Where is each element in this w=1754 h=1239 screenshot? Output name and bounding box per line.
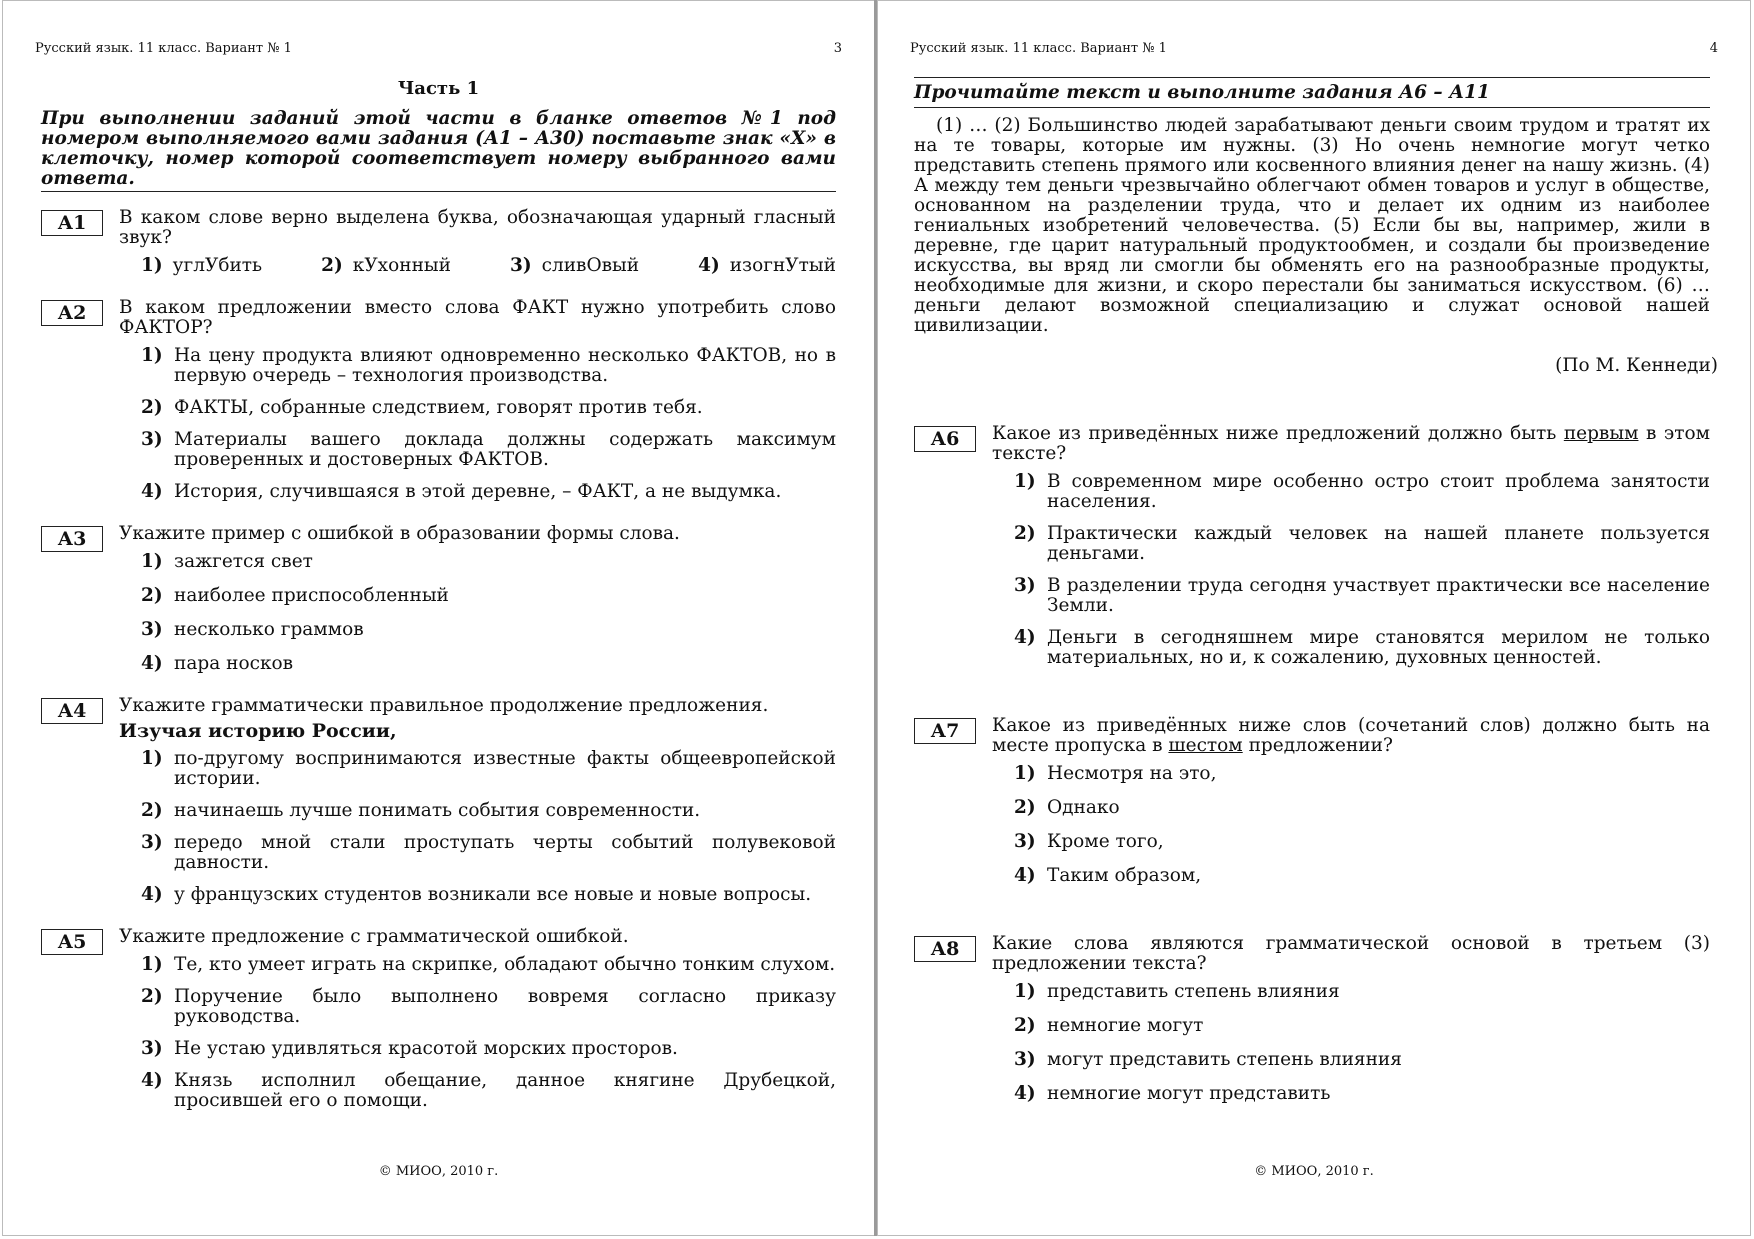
page-footer: © МИОО, 2010 г. (1254, 1164, 1374, 1179)
option-number: 4) (1014, 865, 1036, 886)
question-text: Какое из приведённых ниже предложений должно быть (992, 423, 1564, 444)
option-number: 3) (141, 1038, 163, 1059)
option-number: 4) (141, 884, 163, 905)
answer-option[interactable] (119, 346, 836, 386)
task-question (992, 424, 1710, 464)
option-number: 3) (141, 429, 163, 450)
task-question: Укажите грамматически правильное продолжение предложения. (119, 695, 769, 716)
task-a6 (914, 424, 1710, 668)
options-list (992, 764, 1710, 886)
option-number: 2) (321, 255, 343, 276)
instruction: Прочитайте текст и выполните задания А6 – А11 (914, 77, 1710, 108)
option-number: 2) (1014, 1015, 1036, 1036)
option-text: наиболее приспособленный (174, 585, 449, 606)
text-author: (По М. Кеннеди) (1555, 355, 1718, 376)
task-label: А3 (41, 526, 103, 552)
answer-option[interactable] (321, 256, 451, 276)
option-number: 1) (141, 954, 163, 975)
task-question (992, 934, 1710, 974)
option-text: представить степень влияния (1047, 981, 1340, 1002)
option-number: 4) (141, 481, 163, 502)
answer-option[interactable] (992, 832, 1710, 852)
answer-option[interactable] (992, 1050, 1710, 1070)
header-title: Русский язык. 11 класс. Вариант № 1 (910, 41, 1167, 56)
options-list (119, 749, 836, 905)
answer-option[interactable] (119, 654, 836, 674)
option-number: 3) (141, 832, 163, 853)
option-text: углУбить (172, 255, 263, 276)
option-number: 2) (1014, 797, 1036, 818)
answer-option[interactable] (992, 764, 1710, 784)
option-number: 2) (141, 986, 163, 1007)
right-page (877, 0, 1751, 1236)
page-header (35, 41, 842, 56)
option-number: 2) (141, 800, 163, 821)
option-text: Деньги в сегодняшнем мире становятся мерилом не только материальных, но и, к сожалению, духовных ценностей. (1047, 627, 1710, 668)
left-page (2, 0, 875, 1236)
option-text: могут представить степень влияния (1047, 1049, 1402, 1070)
reading-text: (1) … (2) Большинство людей зарабатывают деньги своим трудом и тратят их на те товары, которые им нужны. (3) Но очень немногие могут четко представить степень прямого или косвенного влияния денег на нашу жизнь. (4) А между тем деньги чрезвычайно облегчают обмен товаров и услуг в обществе, основанном на разделении труда, что и делает их одним из наиболее гениальных изобретений человечества. (5) Если бы вы, например, жили в деревне, где царит натуральный продуктообмен, и создали бы произведение искусства, вы вряд ли смогли бы обменять его на разнообразные продукты, необходимые для жизни, и скоро перестали бы заниматься искусством. (6) … деньги делают возможной специализацию и служат основой нашей цивилизации. (914, 115, 1710, 336)
option-number: 3) (141, 619, 163, 640)
options-list (992, 982, 1710, 1104)
option-text: ФАКТЫ, собранные следствием, говорят против тебя. (174, 397, 703, 418)
answer-option[interactable] (119, 552, 836, 572)
option-text: зажгется свет (174, 551, 313, 572)
answer-option[interactable] (992, 798, 1710, 818)
answer-option[interactable] (992, 524, 1710, 564)
task-a4 (41, 696, 836, 905)
option-number: 1) (1014, 981, 1036, 1002)
option-text: Материалы вашего доклада должны содержать максимум проверенных и достоверных ФАКТОВ. (174, 429, 836, 470)
answer-option[interactable] (119, 398, 836, 418)
task-question: Укажите пример с ошибкой в образовании формы слова. (119, 523, 680, 544)
task-label: А8 (914, 936, 976, 962)
option-text: у французских студентов возникали все новые и новые вопросы. (174, 884, 812, 905)
option-text: передо мной стали проступать черты событий полувековой давности. (174, 832, 836, 873)
option-number: 1) (1014, 471, 1036, 492)
instruction: При выполнении заданий этой части в бланке ответов №1 под номером выполняемого вами задания (А1 – А30) поставьте знак «X» в клеточку, номер которой соответствует номеру выбранного вами ответа. (41, 109, 836, 192)
answer-option[interactable] (119, 1039, 836, 1059)
task-label: А6 (914, 426, 976, 452)
option-number: 1) (141, 748, 163, 769)
answer-option[interactable] (510, 256, 639, 276)
sentence-start: Изучая историю России, (119, 720, 397, 742)
question-text: Какие слова являются грамматической основой в третьем (3) предложении текста? (992, 933, 1710, 974)
task-a5 (41, 927, 836, 1111)
page-header (910, 41, 1718, 56)
answer-option[interactable] (141, 256, 262, 276)
answer-option[interactable] (119, 620, 836, 640)
answer-option[interactable] (992, 982, 1710, 1002)
task-label: А5 (41, 929, 103, 955)
option-text: Поручение было выполнено вовремя согласно приказу руководства. (174, 986, 836, 1027)
option-number: 1) (141, 551, 163, 572)
right-page-content (914, 77, 1718, 1126)
option-text: Однако (1047, 797, 1120, 818)
answer-option[interactable] (698, 256, 836, 276)
page-number: 4 (1709, 41, 1718, 56)
option-text: В разделении труда сегодня участвует практически все население Земли. (1047, 575, 1710, 616)
option-text: Таким образом, (1047, 865, 1202, 886)
answer-option[interactable] (119, 482, 836, 502)
answer-option[interactable] (119, 955, 836, 975)
question-emphasis: первым (1563, 423, 1639, 444)
option-text: Кроме того, (1047, 831, 1164, 852)
option-text: сливОвый (541, 255, 640, 276)
answer-option[interactable] (992, 1016, 1710, 1036)
header-title: Русский язык. 11 класс. Вариант № 1 (35, 41, 292, 56)
answer-option[interactable] (992, 628, 1710, 668)
option-number: 2) (1014, 523, 1036, 544)
option-number: 4) (141, 1070, 163, 1091)
page-number: 3 (833, 41, 842, 56)
option-number: 4) (1014, 627, 1036, 648)
option-number: 4) (698, 255, 720, 276)
option-text: На цену продукта влияют одновременно несколько ФАКТОВ, но в первую очередь – технология производства. (174, 345, 836, 386)
answer-option[interactable] (992, 472, 1710, 512)
task-a7 (914, 716, 1710, 886)
option-number: 3) (509, 255, 532, 276)
question-text: в этом тексте? (992, 423, 1710, 464)
option-text: пара носков (174, 653, 294, 674)
option-number: 1) (141, 255, 163, 276)
option-text: немногие могут (1047, 1015, 1204, 1036)
task-label: А1 (41, 210, 103, 236)
option-text: В современном мире особенно остро стоит проблема занятости населения. (1047, 471, 1710, 512)
options-list (992, 472, 1710, 668)
options-list (119, 346, 836, 502)
option-number: 2) (141, 397, 163, 418)
question-text: Какое из приведённых ниже слов (сочетаний слов) должно быть на месте пропуска в (992, 715, 1710, 756)
task-label: А2 (41, 300, 103, 326)
option-number: 1) (141, 345, 163, 366)
task-a3 (41, 524, 836, 674)
option-text: немногие могут представить (1047, 1083, 1331, 1104)
answer-option[interactable] (119, 1071, 836, 1111)
question-text: предложении? (1242, 735, 1393, 756)
option-text: несколько граммов (174, 619, 364, 640)
answer-option[interactable] (119, 833, 836, 873)
answer-option[interactable] (119, 586, 836, 606)
answer-option[interactable] (119, 430, 836, 470)
options-row (119, 256, 836, 276)
task-a8 (914, 934, 1710, 1104)
task-label: А4 (41, 698, 103, 724)
option-text: кУхонный (352, 255, 451, 276)
task-question: Укажите предложение с грамматической ошибкой. (119, 926, 629, 947)
option-text: Не устаю удивляться красотой морских просторов. (174, 1038, 678, 1059)
options-list (119, 955, 836, 1111)
answer-option[interactable] (119, 801, 836, 821)
page-footer: © МИОО, 2010 г. (378, 1164, 499, 1179)
answer-option[interactable] (992, 1084, 1710, 1104)
task-a1 (41, 208, 836, 276)
option-text: История, случившаяся в этой деревне, – ФАКТ, а не выдумка. (174, 481, 782, 502)
option-number: 4) (141, 653, 163, 674)
option-number: 2) (141, 585, 163, 606)
answer-option[interactable] (119, 885, 836, 905)
task-question: В каком слове верно выделена буква, обозначающая ударный гласный звук? (119, 207, 836, 248)
option-text: по-другому воспринимаются известные факты общеевропейской истории. (174, 748, 836, 789)
answer-option[interactable] (119, 749, 836, 789)
task-question: В каком предложении вместо слова ФАКТ нужно употребить слово ФАКТОР? (119, 297, 836, 338)
option-number: 4) (1014, 1083, 1036, 1104)
option-number: 1) (1014, 763, 1036, 784)
option-number: 3) (1014, 831, 1036, 852)
part-title: Часть 1 (397, 78, 480, 99)
task-question (992, 716, 1710, 756)
option-text: начинаешь лучше понимать события современности. (174, 800, 701, 821)
option-text: Несмотря на это, (1047, 763, 1217, 784)
question-emphasis: шестом (1168, 735, 1243, 756)
answer-option[interactable] (992, 576, 1710, 616)
option-text: изогнУтый (729, 255, 836, 276)
left-page-content (41, 79, 836, 1133)
task-label: А7 (914, 718, 976, 744)
option-text: Те, кто умеет играть на скрипке, обладают обычно тонким слухом. (174, 954, 836, 975)
answer-option[interactable] (119, 987, 836, 1027)
answer-option[interactable] (992, 866, 1710, 886)
option-number: 3) (1014, 1049, 1036, 1070)
option-number: 3) (1014, 575, 1036, 596)
options-list (119, 552, 836, 674)
option-text: Практически каждый человек на нашей планете пользуется деньгами. (1047, 523, 1710, 564)
task-a2 (41, 298, 836, 502)
option-text: Князь исполнил обещание, данное княгине Друбецкой, просившей его о помощи. (174, 1070, 836, 1111)
